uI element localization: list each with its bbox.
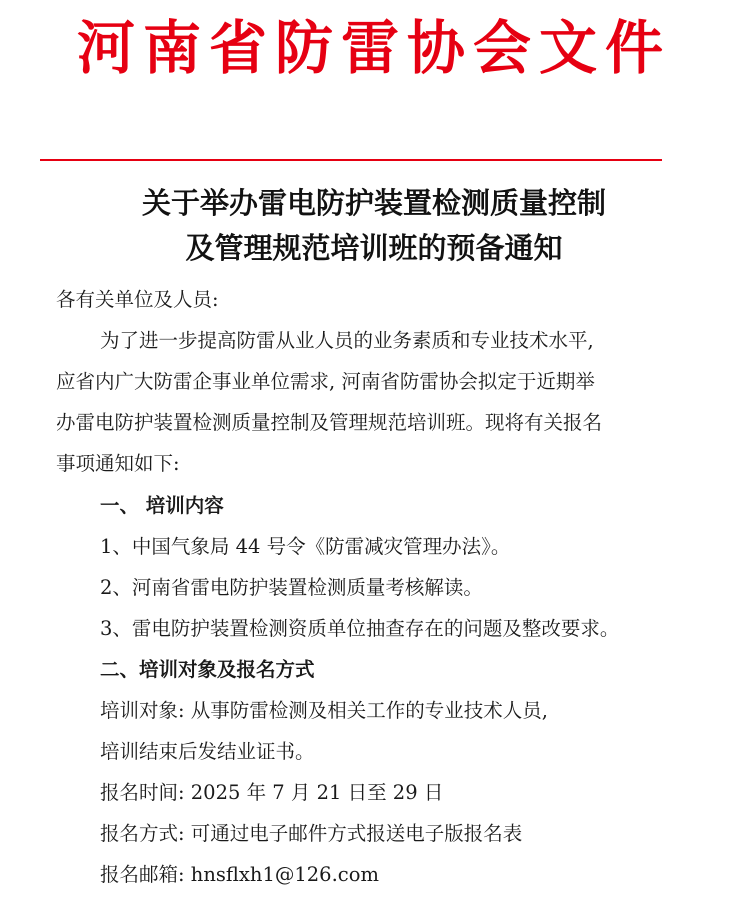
section-2-heading: 二、培训对象及报名方式: [100, 658, 315, 681]
section-2-line: 报名邮箱: hnsflxh1@126.com: [100, 863, 379, 886]
section-1-list-item: 3、雷电防护装置检测资质单位抽查存在的问题及整改要求。: [100, 617, 620, 640]
intro-paragraph-line: 应省内广大防雷企事业单位需求, 河南省防雷协会拟定于近期举: [56, 370, 595, 393]
salutation: 各有关单位及人员:: [56, 288, 219, 311]
section-1-list-item: 1、中国气象局 44 号令《防雷减灾管理办法》。: [100, 535, 511, 558]
section-2-line: 报名方式: 可通过电子邮件方式报送电子版报名表: [100, 822, 523, 845]
section-2-line: 报名时间: 2025 年 7 月 21 日至 29 日: [100, 781, 444, 804]
document-title-line-2: 及管理规范培训班的预备通知: [185, 231, 563, 265]
intro-paragraph-line: 为了进一步提高防雷从业人员的业务素质和专业技术水平,: [100, 329, 594, 352]
intro-paragraph-line: 事项通知如下:: [56, 452, 180, 475]
section-1-heading: 一、 培训内容: [100, 494, 224, 517]
section-2-line: 培训结束后发结业证书。: [100, 740, 315, 763]
section-2-line: 培训对象: 从事防雷检测及相关工作的专业技术人员,: [100, 699, 548, 722]
intro-paragraph-line: 办雷电防护装置检测质量控制及管理规范培训班。现将有关报名: [56, 411, 603, 434]
header-divider: [40, 159, 662, 161]
document-title-line-1: 关于举办雷电防护装置检测质量控制: [141, 186, 606, 220]
section-1-list-item: 2、河南省雷电防护装置检测质量考核解读。: [100, 576, 483, 599]
document-header: 河南省防雷协会文件: [76, 14, 671, 82]
